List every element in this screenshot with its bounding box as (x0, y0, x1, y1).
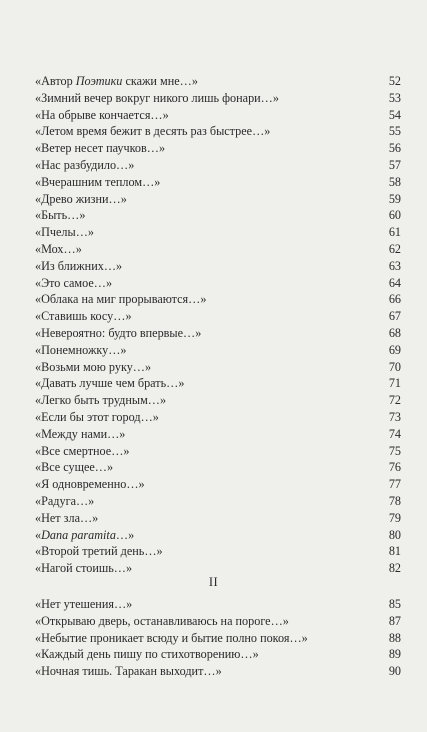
toc-entry-title (35, 342, 127, 359)
toc-entry-page-number: 78 (388, 493, 401, 508)
toc-entry-page-number: 59 (388, 191, 401, 206)
toc-entry-page-number: 53 (388, 90, 401, 105)
toc-entry-title (35, 543, 163, 560)
toc-entry-title-text: «Ночная тишь. Таракан выходит…» (35, 664, 222, 679)
toc-entry-title (35, 375, 184, 392)
toc-entry-page-number: 61 (388, 225, 401, 240)
toc-entry-title (35, 630, 308, 647)
toc-entry-page-number: 76 (388, 460, 401, 475)
toc-entry (35, 342, 401, 359)
toc-entry-page-number: 57 (388, 157, 401, 172)
toc-entry-title-text: «Мох…» (35, 241, 82, 256)
toc-entry-title-text: «Вчерашним теплом…» (35, 174, 161, 189)
toc-entry (35, 224, 401, 241)
toc-entry-title (35, 510, 98, 527)
toc-entry-title (35, 596, 132, 613)
toc-entry-title-text: «Радуга…» (35, 493, 95, 508)
toc-entry-page-number: 60 (388, 208, 401, 223)
toc-entry (35, 140, 401, 157)
toc-entry (35, 174, 401, 191)
toc-entry-title (35, 443, 129, 460)
toc-entry-page-number: 54 (388, 107, 401, 122)
toc-entry-title-text: «Легко быть трудным…» (35, 393, 167, 408)
toc-entry-title (35, 241, 82, 258)
toc-entry-title (35, 224, 94, 241)
toc-entry (35, 241, 401, 258)
toc-entry-title (35, 646, 259, 663)
toc-entry-page-number: 71 (388, 376, 401, 391)
toc-entry-title-text: «Я одновременно…» (35, 477, 145, 492)
toc-entry-title-text: «Все смертное…» (35, 443, 130, 458)
toc-entry-title (35, 291, 206, 308)
toc-entry-title (35, 476, 145, 493)
toc-entry-title (35, 527, 134, 544)
toc-entry-title-text: «Открываю дверь, останавливаюсь на пороге…» (35, 613, 289, 628)
toc-entry-page-number: 68 (388, 325, 401, 340)
toc-entry-title-text-end: …» (115, 527, 135, 542)
toc-entry (35, 510, 401, 527)
toc-entry (35, 527, 401, 544)
toc-entry-page-number: 75 (388, 443, 401, 458)
toc-entry-page-number: 88 (388, 630, 401, 645)
toc-entry-title (35, 663, 222, 680)
toc-entry-title-text: «Нас разбудило…» (35, 157, 135, 172)
toc-entry-title-text-end: скажи мне…» (122, 74, 198, 88)
toc-entry-page-number: 67 (388, 309, 401, 324)
toc-entry-title (35, 426, 125, 443)
toc-entry-title-italic: Поэтики (75, 74, 123, 88)
toc-entry-page-number: 89 (388, 647, 401, 662)
toc-entry-title-text: «Автор (35, 74, 76, 88)
toc-entry (35, 596, 401, 613)
toc-entry (35, 663, 401, 680)
toc-entry (35, 443, 401, 460)
toc-entry-title (35, 325, 201, 342)
toc-entry-title-text: «Нет зла…» (35, 510, 99, 525)
toc-entry-page-number: 90 (388, 664, 401, 679)
toc-entry-page-number: 52 (388, 74, 401, 88)
toc-entry (35, 275, 401, 292)
table-of-contents-section-2 (35, 596, 401, 680)
toc-entry (35, 646, 401, 663)
toc-entry-title (35, 73, 198, 90)
toc-entry-title-text: «Давать лучше чем брать…» (35, 376, 185, 391)
toc-entry (35, 291, 401, 308)
toc-entry-title (35, 123, 270, 140)
toc-entry (35, 630, 401, 647)
toc-entry-title-text: «Возьми мою руку…» (35, 359, 152, 374)
toc-entry (35, 493, 401, 510)
toc-entry-page-number: 69 (388, 342, 401, 357)
toc-entry-title-text: «Понемножку…» (35, 342, 127, 357)
toc-entry-title (35, 191, 127, 208)
toc-entry-page-number: 64 (388, 275, 401, 290)
toc-entry-title-text: «Второй третий день…» (35, 544, 163, 559)
toc-entry-title-text: «Пчелы…» (35, 225, 94, 240)
toc-entry (35, 90, 401, 107)
toc-entry-title-text: « (35, 527, 42, 542)
toc-entry-page-number: 72 (388, 393, 401, 408)
toc-entry (35, 308, 401, 325)
toc-entry (35, 191, 401, 208)
toc-entry-page-number: 55 (388, 124, 401, 139)
toc-entry-page-number: 77 (388, 477, 401, 492)
toc-entry (35, 409, 401, 426)
toc-entry-title (35, 140, 165, 157)
toc-entry (35, 613, 401, 630)
toc-entry-title-text: «Ставишь косу…» (35, 309, 132, 324)
toc-entry (35, 476, 401, 493)
toc-entry (35, 543, 401, 560)
toc-entry-page-number: 74 (388, 426, 401, 441)
toc-entry (35, 107, 401, 124)
toc-entry-page-number: 82 (388, 561, 401, 576)
toc-entry (35, 375, 401, 392)
toc-entry (35, 157, 401, 174)
toc-entry-page-number: 73 (388, 409, 401, 424)
toc-entry-title-text: «Древо жизни…» (35, 191, 127, 206)
toc-entry-title-text: «Ветер несет паучков…» (35, 141, 166, 156)
toc-entry-page-number: 62 (388, 241, 401, 256)
toc-entry-page-number: 66 (388, 292, 401, 307)
toc-entry-title-text: «Из ближних…» (35, 258, 123, 273)
toc-entry-page-number: 63 (388, 258, 401, 273)
toc-entry-page-number: 80 (388, 527, 401, 542)
toc-entry (35, 359, 401, 376)
toc-entry-title-text: «Летом время бежит в десять раз быстрее…» (35, 124, 271, 139)
toc-entry-page-number: 81 (388, 544, 401, 559)
toc-entry-title-text: «Быть…» (35, 208, 86, 223)
toc-entry-title (35, 613, 289, 630)
toc-entry-title-text: «На обрыве кончается…» (35, 107, 169, 122)
toc-entry (35, 392, 401, 409)
toc-entry-title-text: «Нет утешения…» (35, 597, 133, 611)
toc-entry-page-number: 87 (388, 613, 401, 628)
toc-entry-title-text: «Если бы этот город…» (35, 409, 159, 424)
toc-entry-title-text: «Облака на миг прорываются…» (35, 292, 207, 307)
toc-entry-title-text: «Нагой стоишь…» (35, 561, 133, 576)
toc-entry-page-number: 85 (388, 597, 401, 611)
toc-entry (35, 325, 401, 342)
toc-entry-title (35, 392, 166, 409)
toc-entry-title (35, 275, 112, 292)
toc-entry-title (35, 207, 85, 224)
toc-entry-title (35, 308, 132, 325)
toc-entry (35, 258, 401, 275)
toc-entry-title-italic: Dana paramita (41, 527, 116, 542)
toc-entry-title-text: «Зимний вечер вокруг никого лишь фонари…» (35, 90, 279, 105)
toc-entry-title-text: «Каждый день пишу по стихотворению…» (35, 647, 259, 662)
toc-entry-title (35, 174, 160, 191)
toc-entry-page-number: 70 (388, 359, 401, 374)
section-heading-roman-2: II (208, 575, 219, 589)
toc-entry-title (35, 493, 94, 510)
toc-entry (35, 426, 401, 443)
toc-entry-title (35, 157, 134, 174)
toc-entry-title (35, 409, 159, 426)
toc-entry (35, 73, 401, 90)
toc-entry (35, 207, 401, 224)
toc-entry-page-number: 79 (388, 510, 401, 525)
toc-entry-title (35, 258, 122, 275)
toc-entry-title-text: «Это самое…» (35, 275, 113, 290)
toc-entry-page-number: 56 (388, 141, 401, 156)
toc-entry-title (35, 107, 169, 124)
toc-entry-page-number: 58 (388, 174, 401, 189)
toc-entry-title (35, 90, 279, 107)
toc-entry (35, 123, 401, 140)
toc-entry-title (35, 459, 113, 476)
toc-entry-title-text: «Между нами…» (35, 426, 126, 441)
table-of-contents-section-1 (35, 73, 401, 577)
toc-entry-title (35, 359, 151, 376)
toc-entry-title-text: «Невероятно: будто впервые…» (35, 325, 202, 340)
toc-entry-title-text: «Небытие проникает всюду и бытие полно покоя…» (35, 630, 308, 645)
toc-entry (35, 459, 401, 476)
toc-entry-title-text: «Все сущее…» (35, 460, 114, 475)
